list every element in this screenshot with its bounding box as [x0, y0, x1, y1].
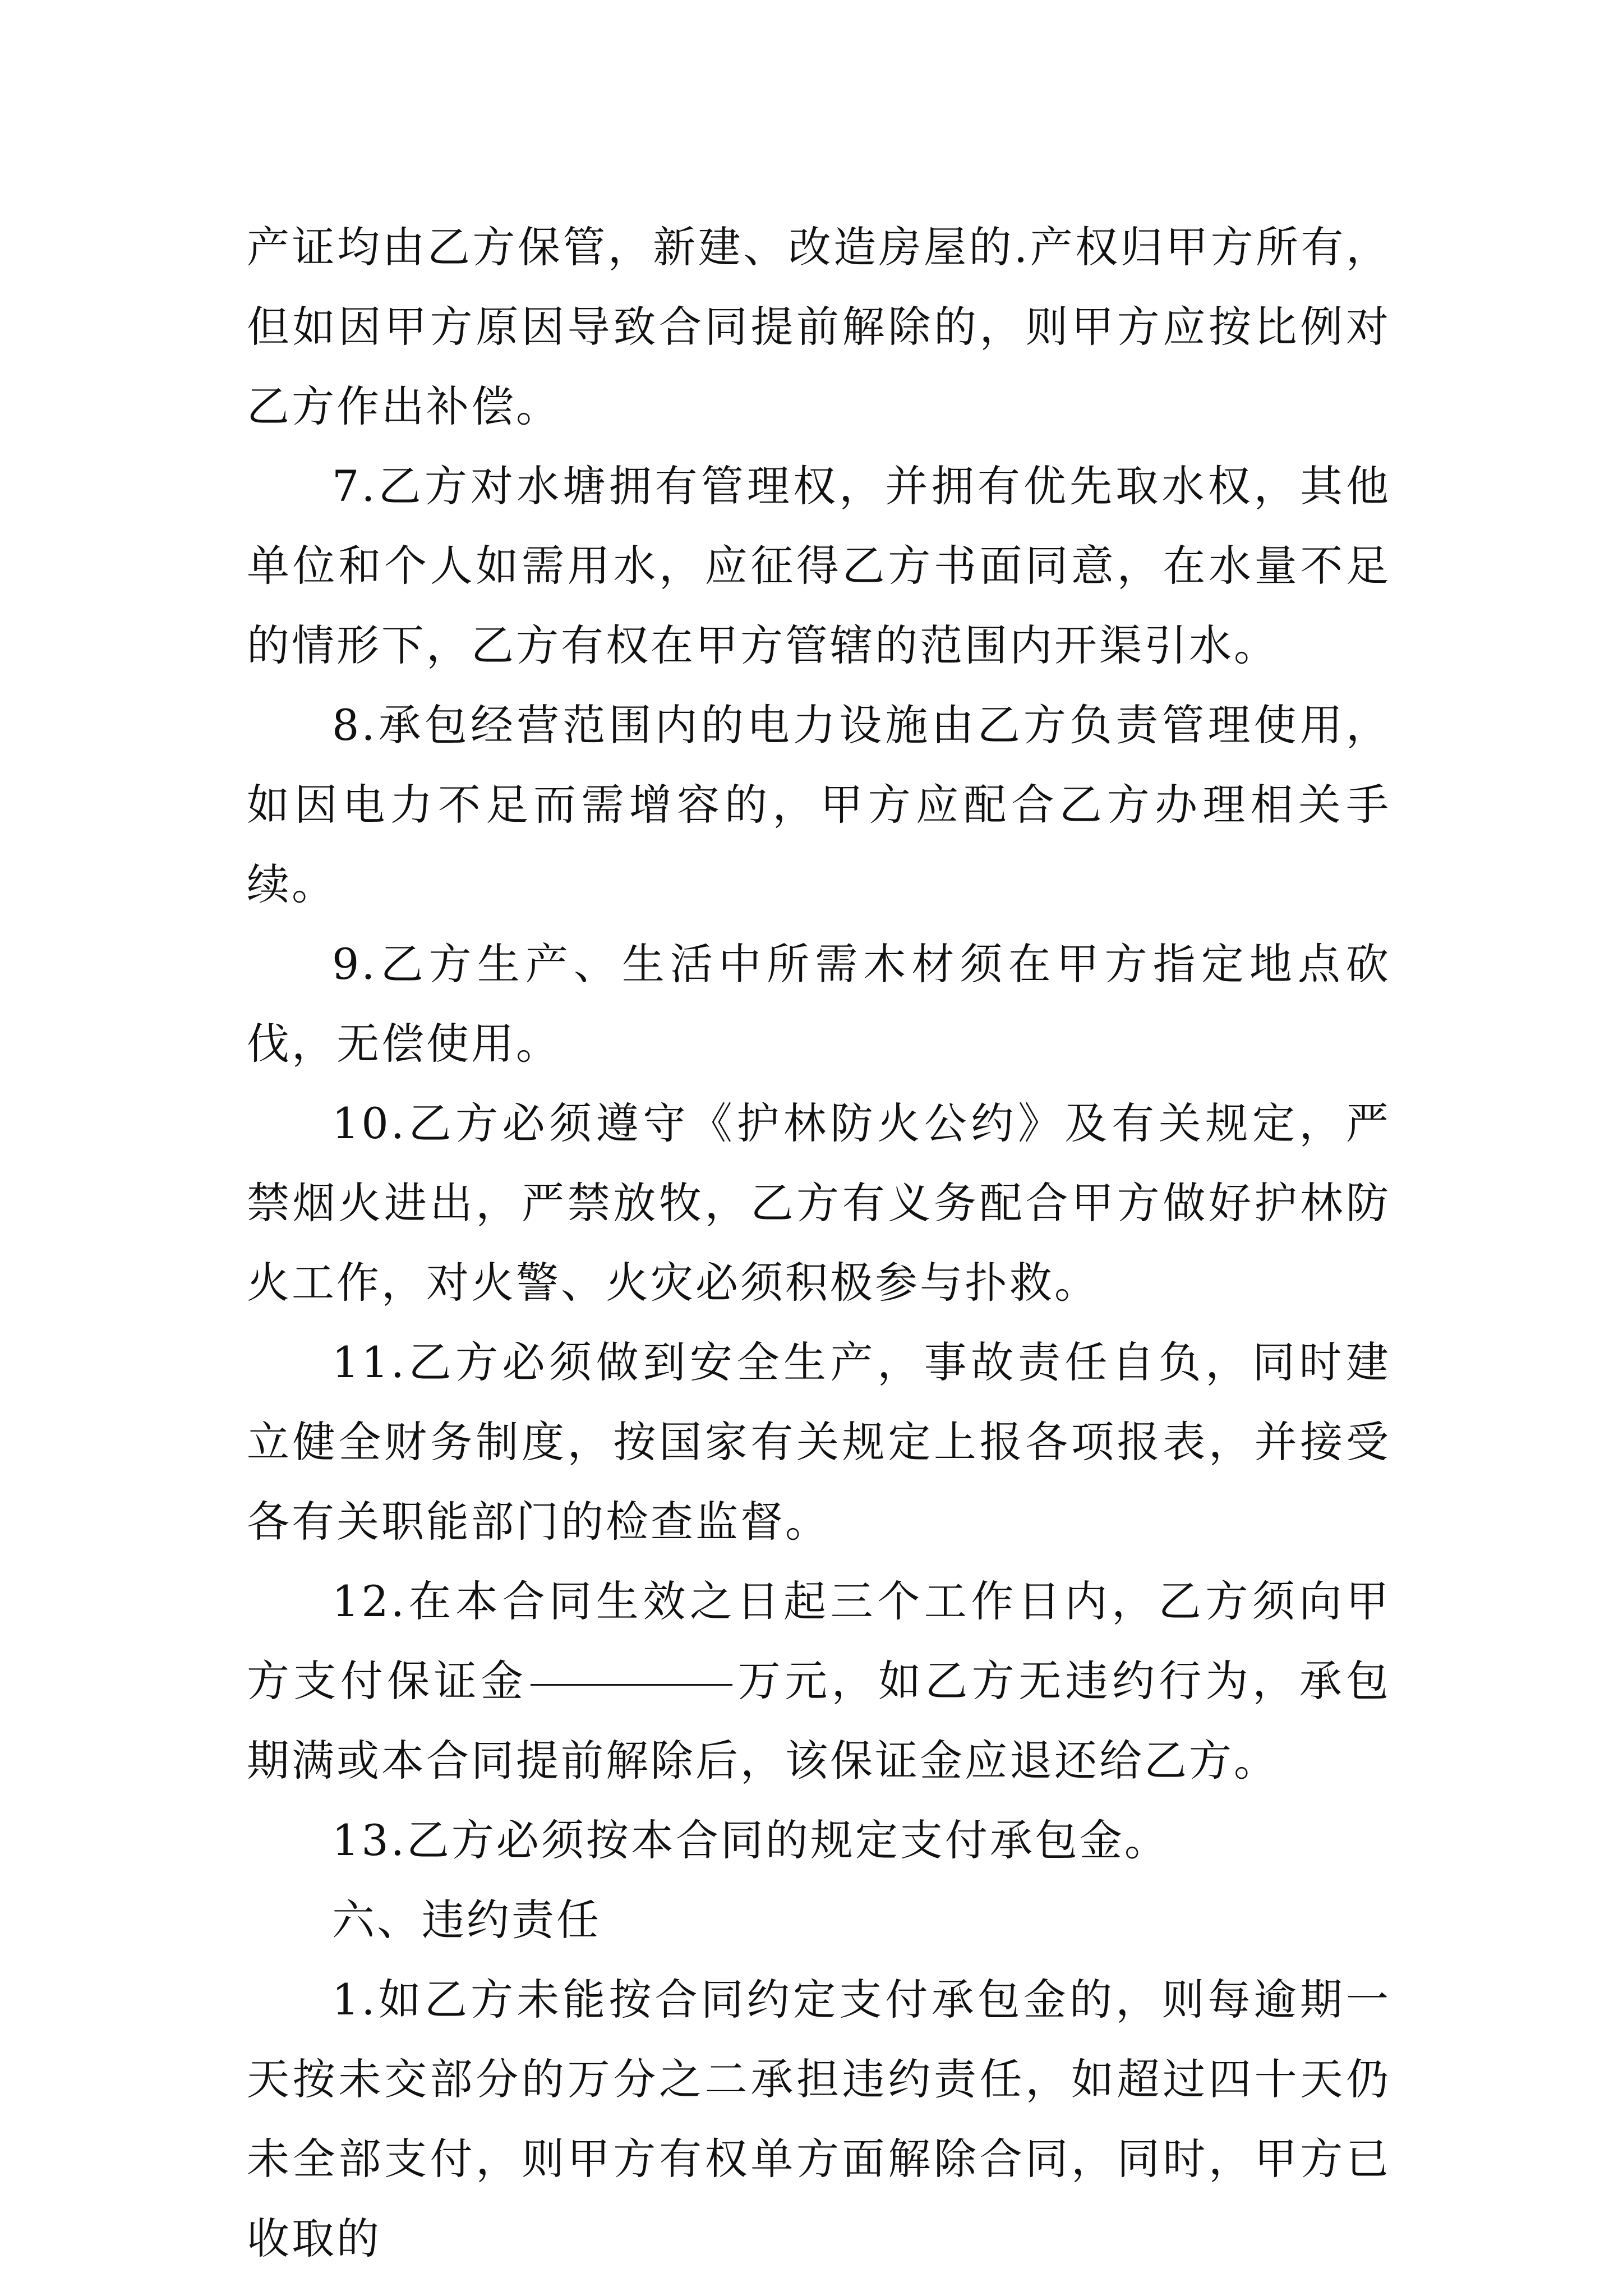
paragraph-clause-9: 9.乙方生产、生活中所需木材须在甲方指定地点砍伐，无偿使用。 — [247, 939, 1391, 1069]
clause-12-text-after: 万元，如乙方无违约行为，承包期满或本合同提前解除后，该保证金应退还给乙方。 — [247, 1656, 1391, 1786]
paragraph-clause-10: 10.乙方必须遵守《护林防火公约》及有关规定，严禁烟火进出，严禁放牧，乙方有义务配合甲方做好护林防火工作，对火警、火灾必须积极参与扑救。 — [247, 1098, 1391, 1308]
clause-12-text-before: 12.在本合同生效之日起三个工作日内，乙方须向甲方支付保证金 — [247, 1576, 1391, 1706]
paragraph-clause-13: 13.乙方必须按本合同的规定支付承包金。 — [332, 1815, 1169, 1865]
paragraph-continuation: 产证均由乙方保管，新建、改造房屋的.产权归甲方所有，但如因甲方原因导致合同提前解除的，则甲方应按比例对乙方作出补偿。 — [247, 222, 1391, 431]
paragraph-clause-7: 7.乙方对水塘拥有管理权，并拥有优先取水权，其他单位和个人如需用水，应征得乙方书面同意，在水量不足的情形下，乙方有权在甲方管辖的范围内开渠引水。 — [247, 461, 1391, 670]
paragraph-clause-11: 11.乙方必须做到安全生产，事故责任自负，同时建立健全财务制度，按国家有关规定上报各项报表，并接受各有关职能部门的检查监督。 — [247, 1337, 1391, 1547]
section-heading-liability: 六、违约责任 — [332, 1895, 601, 1945]
paragraph-liability-clause-1: 1.如乙方未能按合同约定支付承包金的，则每逾期一天按未交部分的万分之二承担违约责任，如超过四十天仍未全部支付，则甲方有权单方面解除合同，同时，甲方已收取的 — [247, 1975, 1391, 2263]
document-body — [247, 208, 1391, 2279]
deposit-amount-blank — [531, 1634, 732, 1686]
paragraph-clause-8: 8.承包经营范围内的电力设施由乙方负责管理使用，如因电力不足而需增容的，甲方应配合乙方办理相关手续。 — [247, 700, 1391, 909]
paragraph-clause-12 — [247, 1562, 1391, 1801]
